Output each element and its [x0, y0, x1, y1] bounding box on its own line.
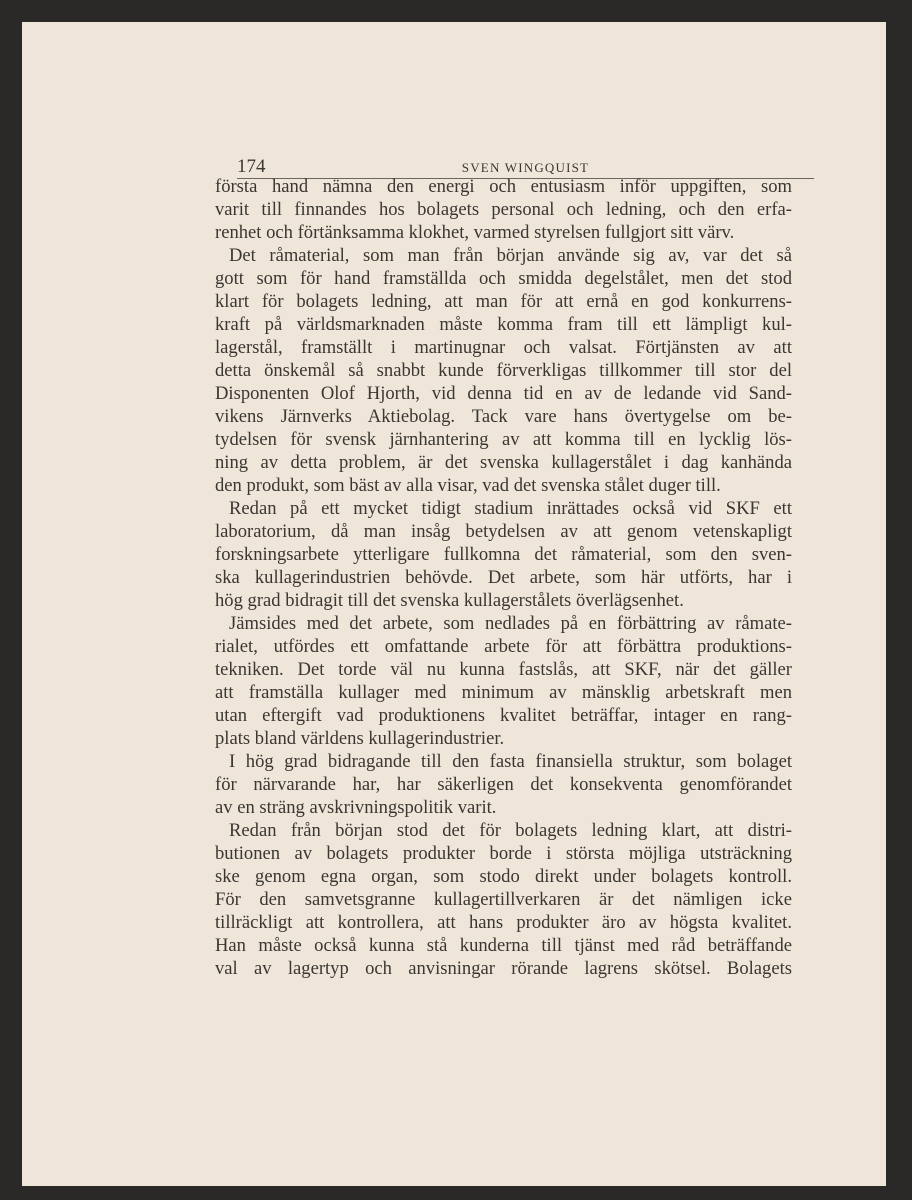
text-line: butionen av bolagets produkter borde i största möjliga utsträckning — [215, 843, 792, 864]
text-line: detta önskemål så snabbt kunde förverkligas tillkommer till stor del — [215, 360, 792, 381]
text-line: I hög grad bidragande till den fasta finansiella struktur, som bolaget — [229, 751, 792, 772]
text-line: varit till finnandes hos bolagets personal och ledning, och den erfa- — [215, 199, 792, 220]
text-line: tydelsen för svensk järnhantering av att komma till en lycklig lös- — [215, 429, 792, 450]
text-line: tillräckligt att kontrollera, att hans produkter äro av högsta kvalitet. — [215, 912, 792, 933]
text-line: gott som för hand framställda och smidda degelstålet, men det stod — [215, 268, 792, 289]
text-line: den produkt, som bäst av alla visar, vad det svenska stålet duger till. — [215, 475, 721, 496]
text-line: plats bland världens kullagerindustrier. — [215, 728, 505, 749]
text-line: För den samvetsgranne kullagertillverkaren är det nämligen icke — [215, 889, 792, 910]
text-line: ska kullagerindustrien behövde. Det arbete, som här utförts, har i — [215, 567, 792, 588]
text-line: val av lagertyp och anvisningar rörande lagrens skötsel. Bolagets — [215, 958, 792, 979]
text-line: Jämsides med det arbete, som nedlades på en förbättring av råmate- — [229, 613, 792, 634]
running-title: SVEN WINGQUIST — [461, 160, 590, 175]
text-line: tekniken. Det torde väl nu kunna fastslås, att SKF, när det gäller — [215, 659, 792, 680]
text-line: Redan på ett mycket tidigt stadium inrättades också vid SKF ett — [229, 498, 792, 519]
text-line: forskningsarbete ytterligare fullkomna det råmaterial, som den sven- — [215, 544, 792, 565]
text-line: vikens Järnverks Aktiebolag. Tack vare hans övertygelse om be- — [215, 406, 792, 427]
text-line: lagerstål, framställt i martinugnar och valsat. Förtjänsten av att — [215, 337, 792, 358]
text-line: Redan från början stod det för bolagets ledning klart, att distri- — [229, 820, 792, 841]
text-line: Disponenten Olof Hjorth, vid denna tid en av de ledande vid Sand- — [215, 383, 792, 404]
text-line: Det råmaterial, som man från början använde sig av, var det så — [229, 245, 792, 266]
text-line: utan eftergift vad produktionens kvalitet beträffar, intager en rang- — [215, 705, 792, 726]
text-line: för närvarande har, har säkerligen det konsekventa genomförandet — [215, 774, 792, 795]
text-line: klart för bolagets ledning, att man för att ernå en god konkurrens- — [215, 291, 792, 312]
text-line: av en sträng avskrivningspolitik varit. — [215, 797, 497, 818]
text-line: rialet, utfördes ett omfattande arbete för att förbättra produktions- — [215, 636, 792, 657]
text-line: att framställa kullager med minimum av mänsklig arbetskraft men — [215, 682, 792, 703]
text-line: första hand nämna den energi och entusiasm inför uppgiften, som — [215, 176, 792, 197]
text-line: laboratorium, då man insåg betydelsen av att genom vetenskapligt — [215, 521, 792, 542]
text-line: Han måste också kunna stå kunderna till tjänst med råd beträffande — [215, 935, 792, 956]
text-line: ske genom egna organ, som stodo direkt under bolagets kontroll. — [215, 866, 792, 887]
body-text — [215, 175, 792, 980]
text-line: ning av detta problem, är det svenska kullagerstålet i dag kanhända — [215, 452, 792, 473]
text-line: renhet och förtänksamma klokhet, varmed styrelsen fullgjort sitt värv. — [215, 222, 735, 243]
text-line: kraft på världsmarknaden måste komma fram till ett lämpligt kul- — [215, 314, 792, 335]
text-line: hög grad bidragit till det svenska kullagerstålets överlägsenhet. — [215, 590, 684, 611]
page-number: 174 — [237, 156, 266, 177]
